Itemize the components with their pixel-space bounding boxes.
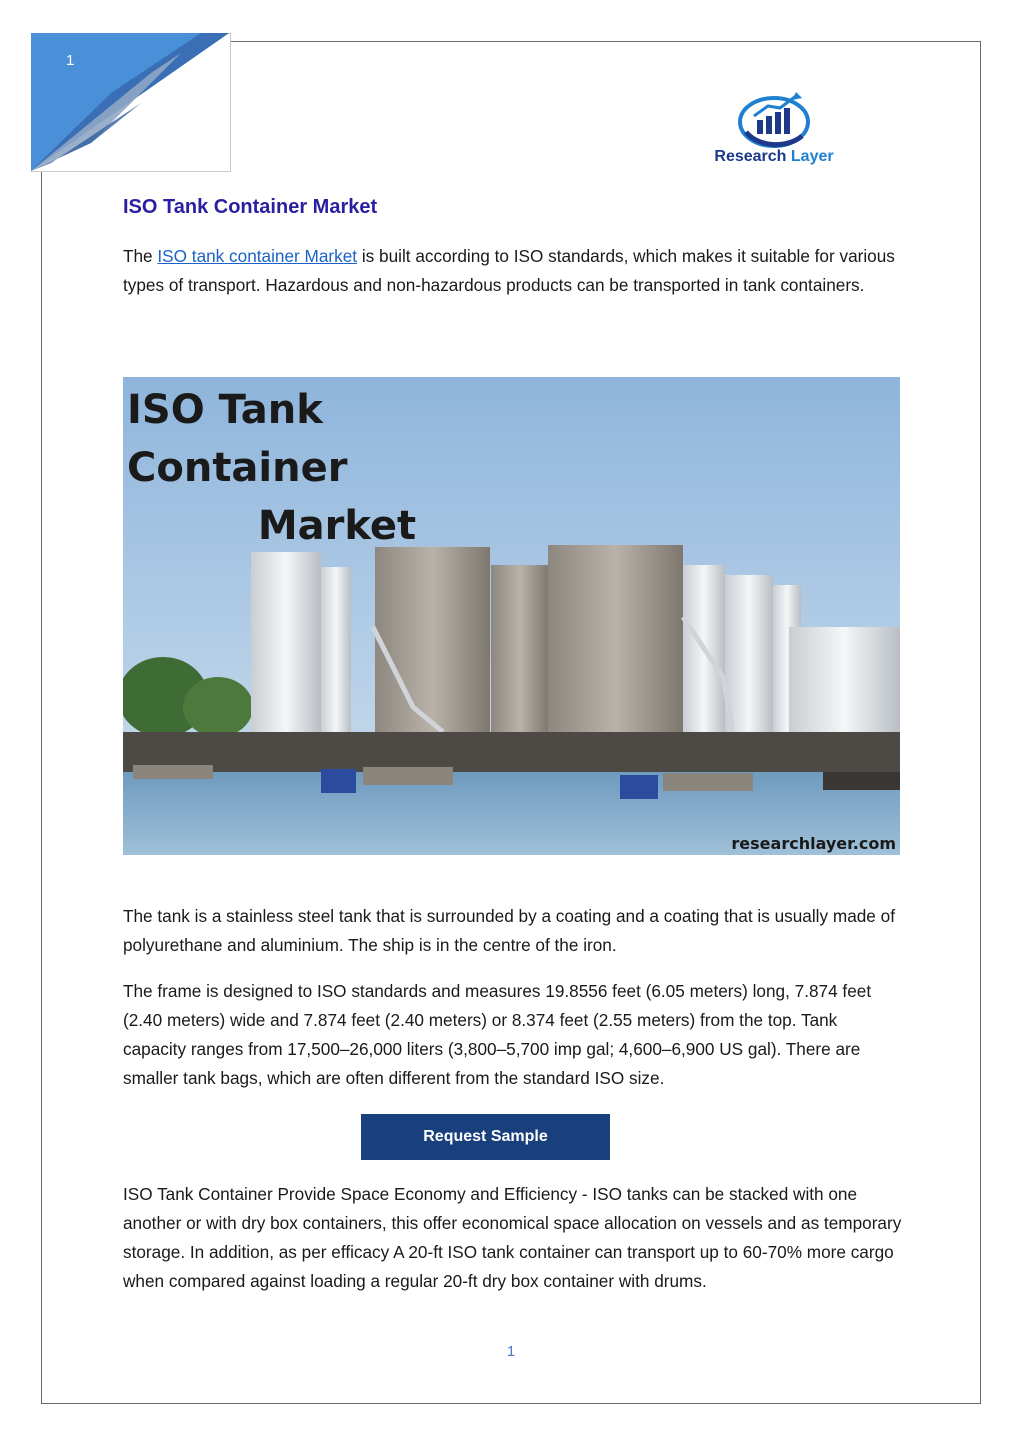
footer-page-number: 1 (506, 1343, 516, 1360)
intro-before-link: The (123, 246, 158, 266)
chart-logo-icon (684, 92, 864, 152)
paragraph-frame-dimensions: The frame is designed to ISO standards and measures 19.8556 feet (6.05 meters) long, 7.874 feet (2.40 meters) wide and 7.874 feet (2.40 meters) or 8.374 feet (2.55 meters) from the top. Tank capacity ranges from 17,500–26,000 liters (3,800–5,700 imp gal; 4,600–6,900 US gal). There are smaller tank bags, which are often different from the standard ISO size. (123, 981, 872, 1088)
page-title: ISO Tank Container Market (123, 196, 378, 218)
hero-title-line2: Market (257, 503, 417, 549)
hero-image (123, 377, 900, 855)
intro-paragraph (123, 242, 903, 300)
logo-wordmark (684, 148, 864, 166)
iso-market-link[interactable]: ISO tank container Market (157, 246, 358, 266)
paragraph-space-economy: ISO Tank Container Provide Space Economy and Efficiency - ISO tanks can be stacked with one another or with dry box containers, this offer economical space allocation on vessels and as temporary storage. In addition, as per efficacy A 20-ft ISO tank container can transport up to 60-70% more cargo when compared against loading a regular 20-ft dry box container with drums. (123, 1184, 902, 1291)
research-layer-logo (684, 92, 864, 170)
logo-word-research: Research (714, 148, 787, 165)
logo-word-layer: Layer (790, 148, 834, 165)
corner-page-number: 1 (66, 52, 75, 69)
hero-title-line1: ISO Tank Container (127, 387, 348, 491)
paragraph-tank-coating: The tank is a stainless steel tank that is surrounded by a coating and a coating that is usually made of polyurethane and aluminium. The ship is in the centre of the iron. (123, 906, 895, 955)
hero-credit: researchlayer.com (731, 834, 896, 853)
hero-title (127, 381, 547, 555)
corner-ribbon (31, 33, 231, 173)
request-sample-button[interactable]: Request Sample (361, 1114, 610, 1160)
intro-after-link: is built according to ISO standards, which makes it suitable for various types of transport. Hazardous and non-hazardous products can be transported in tank containers. (123, 246, 895, 295)
